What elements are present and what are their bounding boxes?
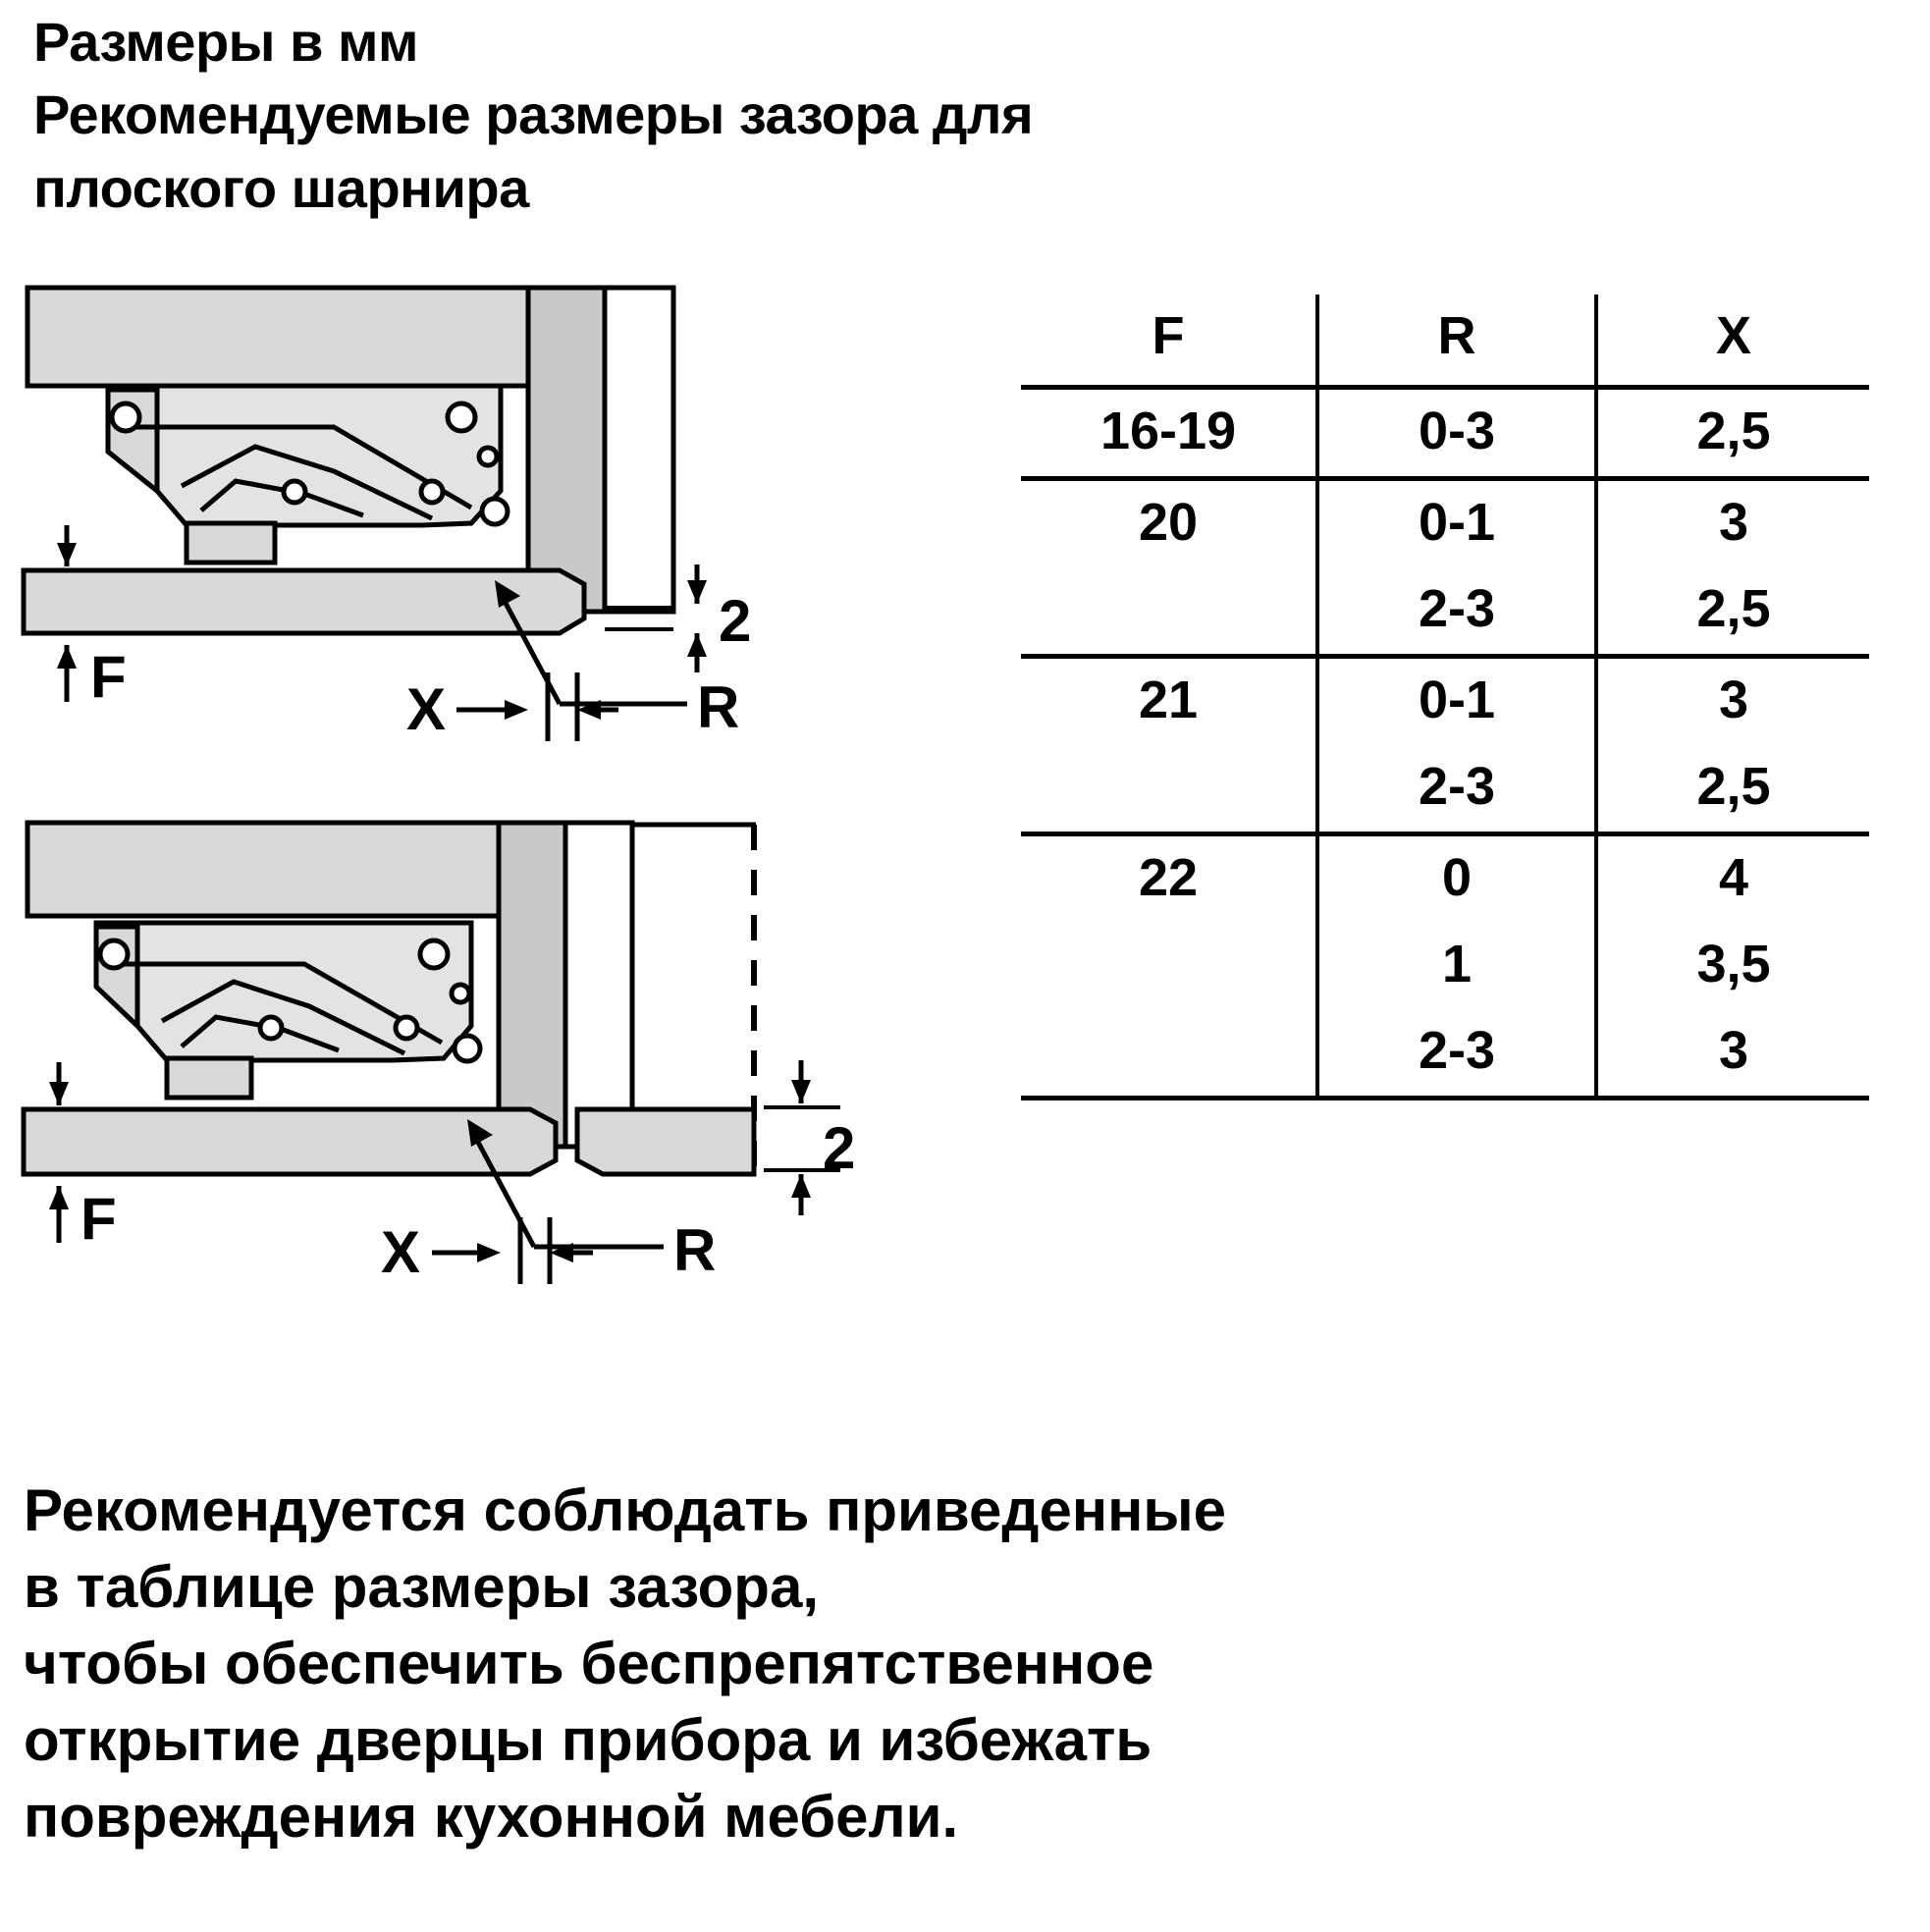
cell-r: 0-3 bbox=[1317, 388, 1596, 479]
cell-r: 0-1 bbox=[1317, 479, 1596, 568]
r-label-top: R bbox=[697, 674, 740, 740]
table-body bbox=[1021, 388, 1869, 1099]
cell-x: 2,5 bbox=[1696, 402, 1771, 460]
title-line-1: Размеры в мм bbox=[33, 11, 418, 73]
cell-f bbox=[1021, 567, 1317, 657]
r-label-bottom: R bbox=[673, 1217, 717, 1283]
footer-note bbox=[24, 1473, 1850, 1855]
f-label-bottom: F bbox=[80, 1186, 117, 1252]
cell-x: 3 bbox=[1596, 479, 1869, 568]
table-row bbox=[1021, 923, 1869, 1009]
gap-dimensions-table bbox=[1021, 295, 1869, 1100]
table-row bbox=[1021, 834, 1869, 924]
footer-line-5: повреждения кухонной мебели. bbox=[24, 1784, 959, 1850]
cell-x: 3 bbox=[1596, 657, 1869, 746]
cell-x: 4 bbox=[1596, 834, 1869, 924]
cell-r: 1 bbox=[1317, 923, 1596, 1009]
cell-x: 2,5 bbox=[1696, 757, 1771, 816]
cell-f: 21 bbox=[1021, 657, 1317, 746]
gap-label-top: 2 bbox=[719, 588, 752, 654]
x-label-bottom: X bbox=[381, 1219, 421, 1285]
table-row bbox=[1021, 745, 1869, 834]
table-row bbox=[1021, 1009, 1869, 1099]
table-header-row bbox=[1021, 295, 1869, 388]
cell-x: 3 bbox=[1596, 1009, 1869, 1099]
footer-line-1: Рекомендуется соблюдать приведенные bbox=[24, 1477, 1226, 1543]
x-label-top: X bbox=[406, 676, 447, 742]
cell-x: 3,5 bbox=[1696, 935, 1771, 993]
cell-f: 16-19 bbox=[1021, 388, 1317, 479]
f-label-top: F bbox=[90, 644, 127, 710]
cell-r: 0-1 bbox=[1317, 657, 1596, 746]
table-row bbox=[1021, 388, 1869, 479]
table-row bbox=[1021, 657, 1869, 746]
title-line-2: Рекомендуемые размеры зазора для bbox=[33, 83, 1034, 146]
gap-dimensions-table-wrap bbox=[1021, 295, 1865, 1100]
footer-line-2: в таблице размеры зазора, bbox=[24, 1554, 819, 1620]
cell-f bbox=[1021, 1009, 1317, 1099]
title-line-3: плоского шарнира bbox=[33, 156, 529, 219]
gap-label-bottom: 2 bbox=[823, 1115, 856, 1181]
cell-f bbox=[1021, 923, 1317, 1009]
cell-r: 2-3 bbox=[1317, 1009, 1596, 1099]
column-header-f: F bbox=[1021, 295, 1317, 388]
hinge-diagram-top bbox=[10, 280, 893, 795]
cell-r: 2-3 bbox=[1317, 567, 1596, 657]
hinge-diagram-bottom bbox=[10, 815, 893, 1369]
cell-r: 2-3 bbox=[1317, 745, 1596, 834]
table-row bbox=[1021, 567, 1869, 657]
footer-line-4: открытие дверцы прибора и избежать bbox=[24, 1707, 1153, 1773]
cell-r: 0 bbox=[1317, 834, 1596, 924]
cell-f: 20 bbox=[1021, 479, 1317, 568]
column-header-x: X bbox=[1596, 295, 1869, 388]
cell-x: 2,5 bbox=[1696, 579, 1771, 638]
page-title bbox=[33, 6, 1702, 225]
cell-f bbox=[1021, 745, 1317, 834]
table-row bbox=[1021, 479, 1869, 568]
column-header-r: R bbox=[1317, 295, 1596, 388]
footer-line-3: чтобы обеспечить беспрепятственное bbox=[24, 1631, 1154, 1696]
cell-f: 22 bbox=[1021, 834, 1317, 924]
